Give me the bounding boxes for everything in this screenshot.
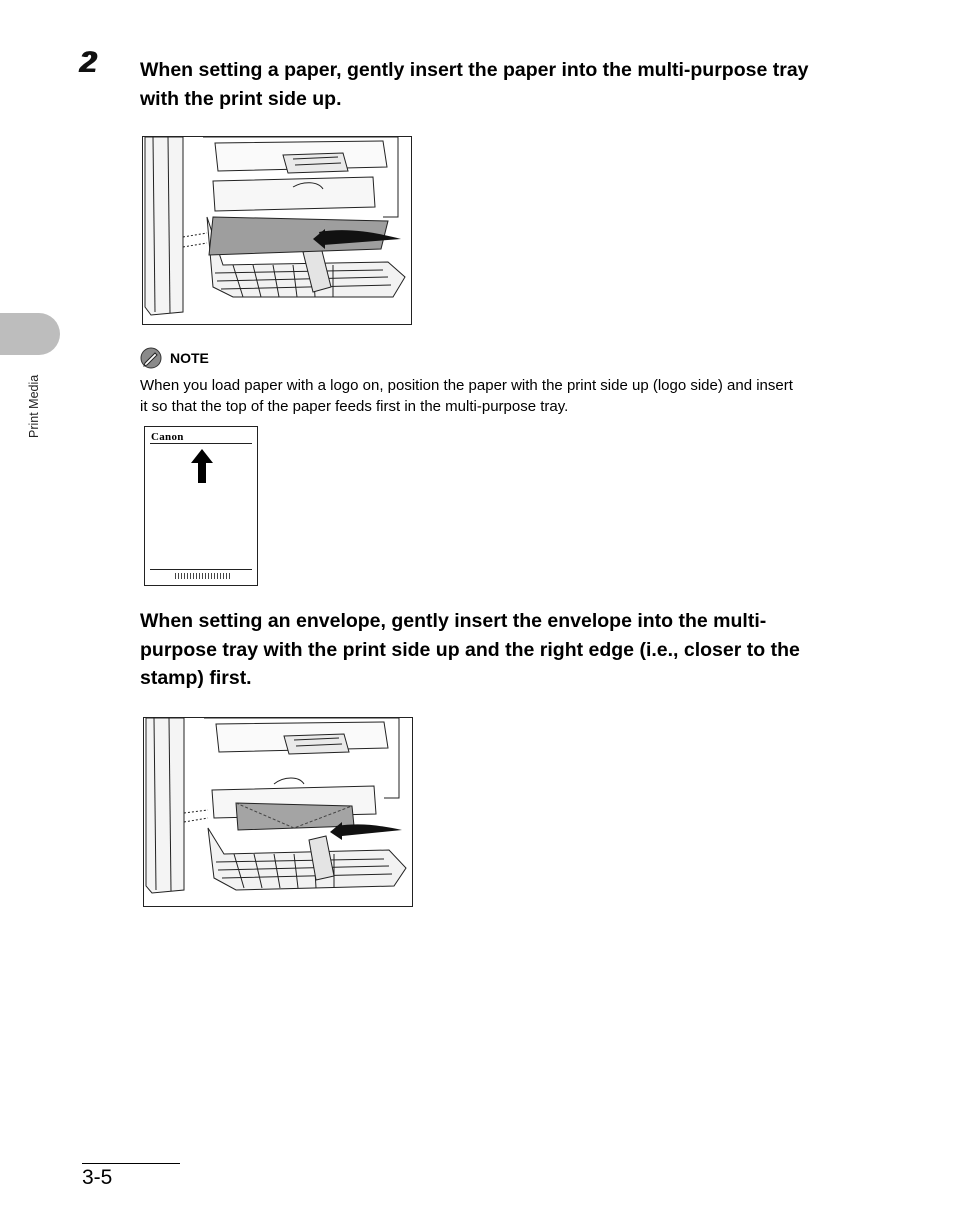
envelope-instruction-line-3: stamp) first. xyxy=(140,667,252,689)
paper-instruction-heading xyxy=(140,56,809,113)
chapter-tab xyxy=(0,313,60,355)
paper-instruction-line-2: with the print side up. xyxy=(140,87,342,110)
chapter-label: Print Media xyxy=(27,374,41,438)
footer-text-placeholder xyxy=(175,573,230,579)
up-arrow-icon xyxy=(191,449,213,483)
printer-with-paper-illustration xyxy=(143,137,411,324)
envelope-instruction-line-1: When setting an envelope, gently insert the envelope into the multi- xyxy=(140,610,767,632)
step-number: 2 xyxy=(80,46,96,79)
note-line-1: When you load paper with a logo on, position the paper with the print side up (logo side) and insert xyxy=(140,377,793,394)
brand-logo: Canon xyxy=(151,431,184,443)
paper-loading-figure xyxy=(142,136,412,325)
envelope-loading-figure xyxy=(143,717,413,907)
printer-with-envelope-illustration xyxy=(144,718,412,906)
footer-rule xyxy=(150,569,252,570)
note-body xyxy=(140,375,880,417)
pencil-note-icon xyxy=(140,347,162,369)
note-label: NOTE xyxy=(170,350,209,366)
note-line-2: it so that the top of the paper feeds first in the multi-purpose tray. xyxy=(140,398,569,415)
page-number-rule xyxy=(82,1163,180,1164)
logo-paper-sample xyxy=(144,426,258,586)
paper-instruction-line-1: When setting a paper, gently insert the paper into the multi-purpose tray xyxy=(140,59,809,81)
envelope-instruction-line-2: purpose tray with the print side up and the right edge (i.e., closer to the xyxy=(140,638,800,661)
envelope-instruction-heading xyxy=(140,607,800,693)
page-number: 3-5 xyxy=(82,1166,113,1189)
header-rule xyxy=(150,443,252,444)
